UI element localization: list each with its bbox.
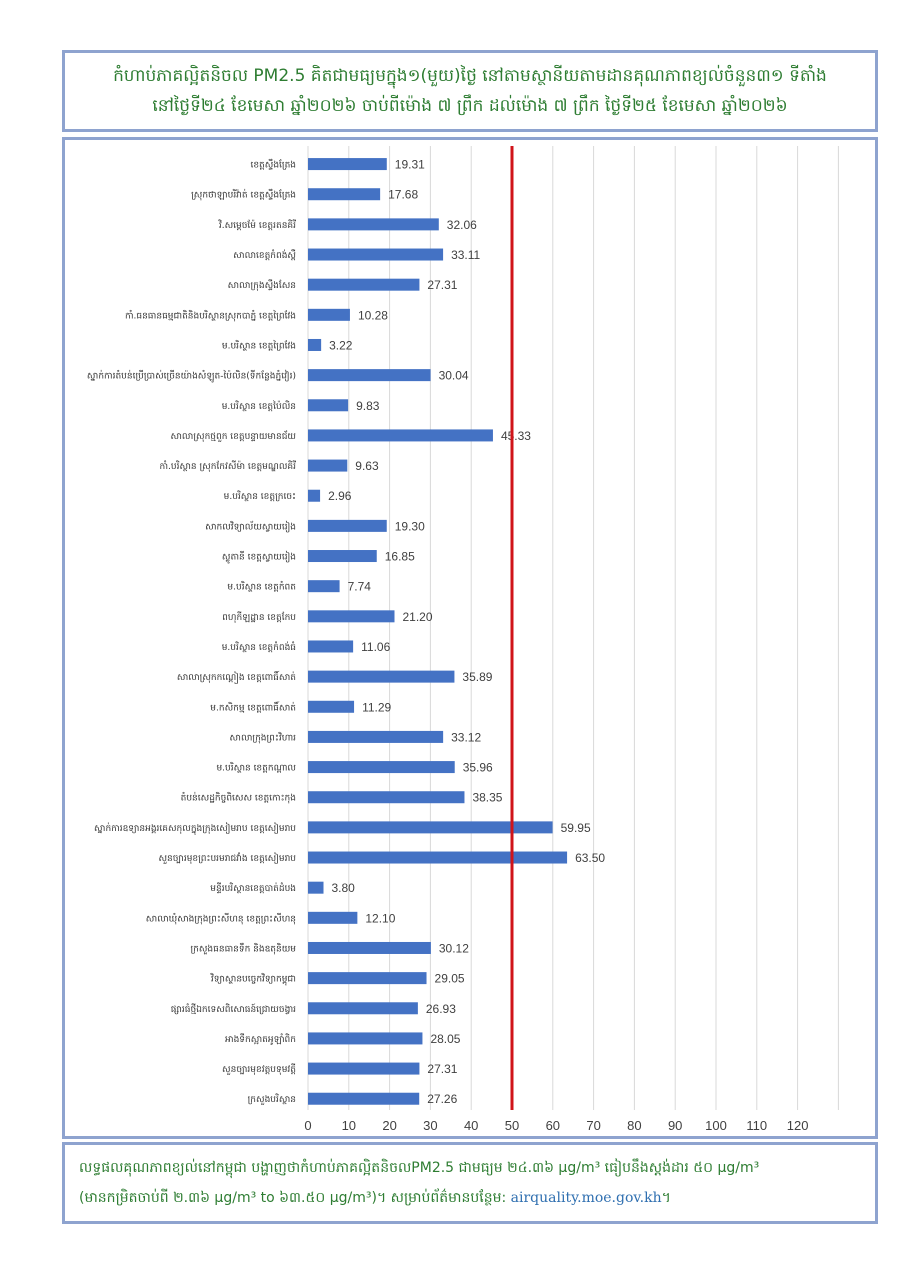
bar-chart — [65, 140, 875, 1136]
data-label: 10.28 — [357, 308, 388, 323]
summary-line-2 — [79, 1183, 861, 1213]
bar — [308, 158, 387, 170]
x-tick-label: 0 — [304, 1118, 312, 1133]
bar — [308, 761, 455, 773]
bar — [308, 520, 387, 532]
category-label: វិ.សម្តេចម៉ែ ខេត្តរតនគិរី — [218, 220, 296, 231]
summary-line-2-text: (មានកម្រិតចាប់ពី ២.៣៦ µg/m³ to ៦៣.៥០ µg/m³)។ សម្រាប់ព័ត៌មានបន្ថែម: — [79, 1190, 511, 1206]
bar — [308, 1093, 419, 1105]
bar — [308, 399, 348, 411]
bar — [308, 369, 431, 381]
category-label: ម.បរិស្ថាន ខេត្តកំពង់ធំ — [221, 642, 296, 653]
data-label: 26.93 — [425, 1001, 456, 1016]
bar — [308, 942, 431, 954]
category-label: ម.កសិកម្ម ខេត្តពោធិ៍សាត់ — [210, 703, 296, 714]
data-label: 17.68 — [388, 187, 419, 202]
x-tick-label: 10 — [341, 1118, 357, 1133]
bar — [308, 671, 454, 683]
bar — [308, 218, 439, 230]
data-labels — [328, 158, 605, 1107]
bar — [308, 912, 357, 924]
bars — [308, 158, 567, 1105]
category-label: វិទ្យាស្ថានបច្ចេកវិទ្យាកម្ពុជា — [210, 974, 296, 985]
bar — [308, 610, 394, 622]
category-label: សួនច្បារមុខព្រះបរមរាជវាំង ខេត្តសៀមរាប — [158, 854, 296, 865]
x-tick-label: 90 — [667, 1118, 683, 1133]
bar — [308, 852, 567, 864]
x-tick-label: 20 — [382, 1118, 397, 1133]
x-tick-label: 40 — [463, 1118, 479, 1133]
bar — [308, 791, 464, 803]
bar — [308, 1002, 418, 1014]
data-label: 7.74 — [347, 579, 371, 594]
chart-title-box — [62, 50, 878, 132]
category-label: សាកលវិទ្យាល័យស្វាយរៀង — [205, 522, 296, 533]
x-axis-ticks — [304, 1118, 808, 1133]
data-label: 35.96 — [462, 760, 493, 775]
data-label: 27.31 — [427, 1062, 458, 1077]
x-tick-label: 120 — [786, 1118, 809, 1133]
bar — [308, 249, 443, 261]
category-label: ម.បរិស្ថាន ខេត្តកំពត — [227, 582, 296, 593]
bar — [308, 821, 553, 833]
bar — [308, 731, 443, 743]
bar — [308, 309, 350, 321]
data-label: 30.04 — [438, 368, 469, 383]
data-label: 38.35 — [472, 790, 503, 805]
data-label: 32.06 — [446, 217, 477, 232]
bar — [308, 429, 493, 441]
data-label: 16.85 — [384, 549, 415, 564]
bar — [308, 279, 419, 291]
category-label: ម.បរិស្ថាន ខេត្តក្រចេះ — [223, 492, 296, 503]
x-tick-label: 30 — [423, 1118, 438, 1133]
x-tick-label: 110 — [746, 1118, 768, 1133]
data-label: 3.80 — [331, 881, 355, 896]
data-label: 63.50 — [575, 851, 606, 866]
data-label: 30.12 — [438, 941, 469, 956]
bar — [308, 188, 380, 200]
chart-area — [62, 137, 878, 1139]
bar — [308, 490, 320, 502]
data-label: 45.33 — [500, 428, 531, 443]
x-tick-label: 80 — [627, 1118, 642, 1133]
data-label: 19.31 — [394, 157, 425, 172]
category-label: សាលាខេត្តកំពង់ស្ពឺ — [233, 251, 296, 262]
data-label: 33.11 — [451, 248, 481, 263]
data-label: 11.06 — [361, 639, 391, 654]
category-label: មន្ទីរបរិស្ថានខេត្តបាត់ដំបង — [210, 884, 296, 895]
bar — [308, 882, 324, 894]
data-label: 29.05 — [434, 971, 465, 986]
data-label: 11.29 — [362, 700, 392, 715]
summary-line-1: លទ្ធផលគុណភាពខ្យល់នៅកម្ពុជា បង្ហាញថាកំហាប់ភាគល្អិតនិចលPM2.5 ជាមធ្យម ២៤.៣៦ µg/m³ ធៀបនឹងស្តង់ដារ ៥០ µg/m³ — [79, 1160, 760, 1176]
data-label: 35.89 — [462, 670, 493, 685]
x-tick-label: 100 — [705, 1118, 727, 1133]
data-label: 27.31 — [427, 278, 458, 293]
bar — [308, 460, 347, 472]
data-label: 59.95 — [560, 820, 591, 835]
chart-title-line-2: នៅថ្ងៃទី២៤ ខែមេសា ឆ្នាំ២០២៦ ចាប់ពីម៉ោង ៧ ព្រឹក ដល់ម៉ោង ៧ ព្រឹក ថ្ងៃទី២៥ ខែមេសា ឆ្នាំ២០២៦ — [152, 96, 788, 116]
summary-footer — [62, 1142, 878, 1224]
category-label: ពហុកីឡដ្ឋាន ខេត្តកែប — [222, 612, 296, 623]
category-label: សាលាស្រុកកណ្តៀង ខេត្តពោធិ៍សាត់ — [176, 673, 296, 684]
data-label: 12.10 — [365, 911, 396, 926]
bar — [308, 972, 427, 984]
data-label: 2.96 — [328, 489, 352, 504]
data-label: 9.63 — [355, 459, 379, 474]
bar — [308, 1063, 419, 1075]
category-label: តំបន់សេដ្ឋកិច្ចពិសេស ខេត្តកោះកុង — [180, 793, 296, 804]
data-label: 3.22 — [329, 338, 353, 353]
chart-title-line-1: កំហាប់ភាគល្អិតនិចល PM2.5 គិតជាមធ្យមក្នុង១(មួយ)ថ្ងៃ នៅតាមស្ថានីយតាមដានគុណភាពខ្យល់ចំនួន៣១ ទីតាំង — [113, 66, 827, 86]
category-label: ស្នាក់ការតំបន់ប្រើប្រាស់ច្រើនយ៉ាងសំឡូត-ប៉ៃលិន(ទីកន្លែងភ្នំវៀរ) — [86, 371, 296, 382]
bar — [308, 550, 377, 562]
category-label: អាងទឹកស្អាតអូឡាំពិក — [225, 1034, 296, 1045]
x-tick-label: 70 — [586, 1118, 601, 1133]
category-label: កាំ.ធនធានធម្មជាតិនិងបរិស្ថានស្រុកបាភ្នំ ខេត្តព្រៃវែង — [124, 311, 296, 322]
data-label: 27.26 — [427, 1092, 458, 1107]
category-label: កាំ.បរិស្ថាន ស្រុកកែវសីម៉ា ខេត្តមណ្ឌលគិរី — [159, 462, 296, 473]
category-label: សាលាឃុំសាងក្រុងព្រះសីហនុ ខេត្តព្រះសីហនុ — [145, 914, 296, 925]
bar — [308, 701, 354, 713]
bar — [308, 580, 340, 592]
bar — [308, 640, 353, 652]
category-label: ក្រសួងធនធានទឹក និងឧតុនិយម — [190, 944, 296, 955]
category-label: ម.បរិស្ថាន ខេត្តព្រៃវែង — [221, 341, 296, 352]
category-label: ម.បរិស្ថាន ខេត្តកណ្តាល — [216, 763, 296, 774]
x-tick-label: 50 — [504, 1118, 520, 1133]
summary-line-2-end: ។ — [661, 1190, 671, 1206]
data-label: 9.83 — [356, 398, 380, 413]
category-label: ស្រុកថាឡាបរិវ៉ាត់ ខេត្តស្ទឹងត្រែង — [191, 190, 296, 201]
data-label: 19.30 — [394, 519, 425, 534]
bar — [308, 339, 321, 351]
data-label: 28.05 — [430, 1031, 461, 1046]
category-label: ស្លូតានី ខេត្តស្វាយរៀង — [221, 552, 296, 563]
category-labels — [87, 159, 297, 1106]
category-label: សាលាស្រុកថ្មពួក ខេត្តបន្ទាយមានជ័យ — [170, 431, 296, 442]
category-label: ផ្សារធំថ្មីឯកទេសពិសោធន៍ជ្រោយចង្វារ — [170, 1004, 296, 1015]
x-tick-label: 60 — [545, 1118, 561, 1133]
data-label: 33.12 — [451, 730, 482, 745]
category-label: សាលាក្រុងស្ទឹងសែន — [227, 281, 296, 292]
category-label: ខេត្តស្ទឹងត្រែង — [250, 160, 296, 171]
category-label: ក្រសួងបរិស្ថាន — [247, 1095, 296, 1106]
bar — [308, 1032, 422, 1044]
data-label: 21.20 — [402, 609, 433, 624]
category-label: ស្នាក់ការឧទ្យានអង្គរគេសកុលក្នុងក្រុងសៀមរាប ខេត្តសៀមរាប — [94, 823, 296, 834]
airquality-link[interactable]: airquality.moe.gov.kh — [510, 1190, 662, 1206]
category-label: សាលាក្រុងព្រះវិហារ — [229, 733, 296, 744]
category-label: ម.បរិស្ថាន ខេត្តប៉ៃលិន — [221, 401, 296, 412]
category-label: សួនច្បារមុខវត្តបទុមវត្តី — [222, 1065, 296, 1076]
